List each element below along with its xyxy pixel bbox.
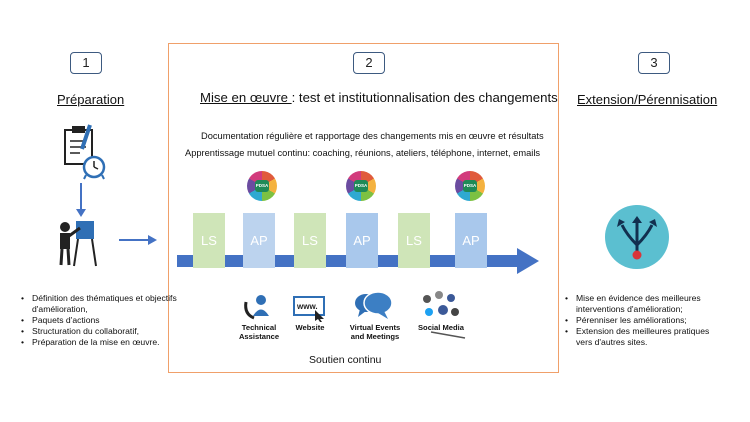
extension-arrows-icon [605, 205, 669, 269]
pdsa-cycle-icon [455, 171, 485, 201]
presenter-icon [56, 218, 100, 268]
list-item: • Pérenniser les améliorations; [564, 315, 724, 326]
technical-assistance-label: Technical Assistance [238, 323, 280, 341]
continuous-support-label: Soutien continu [309, 354, 382, 366]
ap-block: AP [455, 213, 487, 268]
list-item: • Définition des thématiques et objectifs d'amélioration, [20, 293, 180, 315]
svg-text:www.: www. [297, 302, 318, 311]
phase-1-title: Préparation [57, 92, 125, 107]
phase-2-number: 2 [353, 52, 385, 74]
mutual-learning-line: Apprentissage mutuel continu: coaching, réunions, ateliers, téléphone, internet, emails [185, 148, 541, 158]
pdsa-label: PDSA [463, 180, 477, 192]
list-item: • Structuration du collaboratif, [20, 326, 180, 337]
ls-block: LS [193, 213, 225, 268]
right-arrow [119, 235, 157, 245]
list-item: • Paquets d'actions [20, 315, 180, 326]
ap-block: AP [346, 213, 378, 268]
website-label: Website [295, 323, 325, 332]
extension-bullets [564, 293, 724, 348]
phase-2-title: Mise en œuvre : test et institutionnalisation des changements [200, 90, 558, 105]
list-item: • Préparation de la mise en œuvre. [20, 337, 180, 348]
list-item: • Mise en évidence des meilleures interventions d'amélioration; [564, 293, 724, 315]
phase-1-number: 1 [70, 52, 102, 74]
clipboard-clock-icon [62, 123, 112, 183]
list-item: • Extension des meilleures pratiques vers d'autres sites. [564, 326, 724, 348]
down-arrow [76, 183, 86, 217]
ap-block: AP [243, 213, 275, 268]
pdsa-cycle-icon [247, 171, 277, 201]
pdsa-cycle-icon [346, 171, 376, 201]
phase-3-number: 3 [638, 52, 670, 74]
virtual-events-label: Virtual Events and Meetings [349, 323, 401, 341]
pdsa-label: PDSA [255, 180, 269, 192]
technical-assistance-icon [244, 294, 276, 320]
ls-block: LS [398, 213, 430, 268]
documentation-line: Documentation régulière et rapportage des changements mis en œuvre et résultats [201, 131, 544, 141]
preparation-bullets [20, 293, 180, 348]
ls-block: LS [294, 213, 326, 268]
pdsa-label: PDSA [354, 180, 368, 192]
social-media-label: Social Media [417, 323, 464, 332]
chat-bubbles-icon [354, 291, 394, 321]
website-icon [293, 296, 327, 322]
phase-3-title: Extension/Pérennisation [577, 92, 718, 107]
